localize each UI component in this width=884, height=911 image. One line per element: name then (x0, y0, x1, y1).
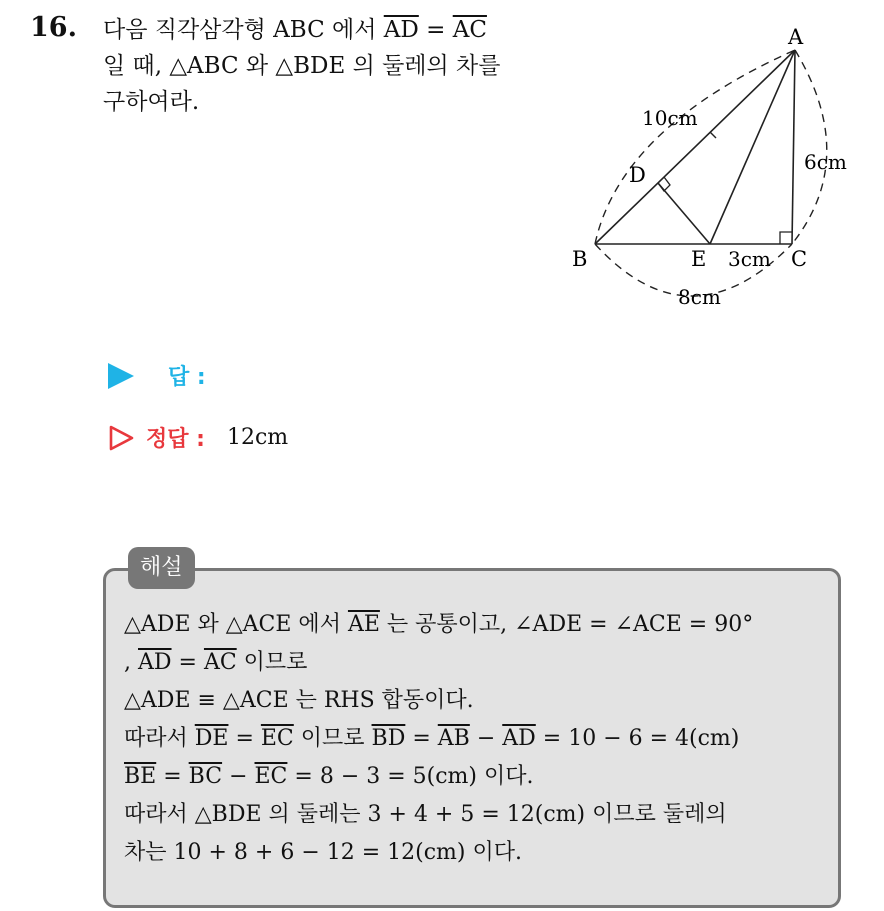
length-ab: 10cm (642, 106, 698, 130)
segment-ae (710, 50, 795, 244)
text: △ADE 와 △ACE 에서 (124, 612, 348, 637)
right-angle-c (780, 232, 792, 244)
explanation-line-6: 따라서 △BDE 의 둘레는 3 + 4 + 5 = 12(cm) 이므로 둘레의 (124, 802, 727, 827)
side-ab (595, 50, 795, 244)
segment-ac: $\overline{AC}$ (452, 17, 487, 43)
text: 는 공통이고, ∠ADE = ∠ACE = 90° (379, 612, 754, 637)
outline-triangle-icon (108, 425, 134, 451)
explanation-line-5 (124, 758, 834, 796)
label-e: E (691, 247, 707, 271)
question-line3: 구하여라. (103, 89, 200, 115)
segment-de (658, 183, 710, 244)
segment-de: $\overline{DE}$ (194, 726, 229, 751)
text: , (124, 650, 138, 675)
explanation-line-7: 차는 10 + 8 + 6 − 12 = 12(cm) 이다. (124, 840, 522, 865)
segment-ab: $\overline{AB}$ (437, 726, 470, 751)
text: − (222, 764, 255, 789)
text: = (171, 650, 204, 675)
label-b: B (572, 247, 588, 271)
text: = (156, 764, 189, 789)
length-bc: 8cm (678, 285, 721, 309)
segment-be: $\overline{BE}$ (124, 764, 157, 789)
explanation-text (124, 606, 834, 872)
arc-ac (792, 50, 827, 244)
segment-bc: $\overline{BC}$ (188, 764, 223, 789)
label-d: D (629, 163, 646, 187)
text: = (228, 726, 261, 751)
text: = 8 − 3 = 5(cm) 이다. (287, 764, 534, 789)
question-line1: 다음 직각삼각형 ABC 에서 (103, 17, 384, 43)
segment-ec: $\overline{EC}$ (260, 726, 294, 751)
explanation-line-4 (124, 720, 834, 758)
segment-ac: $\overline{AC}$ (203, 650, 237, 675)
text: = (405, 726, 438, 751)
segment-ae: $\overline{AE}$ (347, 612, 380, 637)
answer-row (108, 360, 206, 391)
segment-ad: $\overline{AD}$ (138, 650, 172, 675)
segment-ad: $\overline{AD}$ (383, 17, 419, 43)
segment-bd: $\overline{BD}$ (371, 726, 406, 751)
question-text (103, 12, 543, 120)
question-line2: 일 때, △ABC 와 △BDE 의 둘레의 차를 (103, 53, 501, 79)
correct-answer-value: 12cm (226, 425, 289, 450)
text: 이므로 (293, 726, 372, 751)
question-number: 16. (30, 12, 77, 43)
text: 따라서 (124, 726, 195, 751)
explanation-tag: 해설 (128, 547, 195, 589)
text: − (469, 726, 503, 751)
explanation-line-1 (124, 606, 834, 644)
correct-answer-label: 정답 : (146, 427, 205, 452)
explanation-line-3: △ADE ≡ △ACE 는 RHS 합동이다. (124, 688, 474, 713)
text: = 10 − 6 = 4(cm) (535, 726, 740, 751)
text: 이므로 (236, 650, 308, 675)
side-ac (792, 50, 795, 244)
play-triangle-icon (108, 363, 134, 389)
equals-sign: = (418, 17, 453, 43)
tick-ab (710, 132, 716, 138)
length-ec: 3cm (728, 247, 771, 271)
triangle-figure (560, 18, 870, 318)
explanation-line-2 (124, 644, 834, 682)
length-ac: 6cm (804, 150, 847, 174)
answer-label: 답 : (168, 365, 206, 390)
label-c: C (791, 247, 808, 271)
segment-ad: $\overline{AD}$ (502, 726, 536, 751)
label-a: A (788, 25, 804, 49)
correct-answer-row (108, 422, 288, 453)
segment-ec: $\overline{EC}$ (254, 764, 288, 789)
